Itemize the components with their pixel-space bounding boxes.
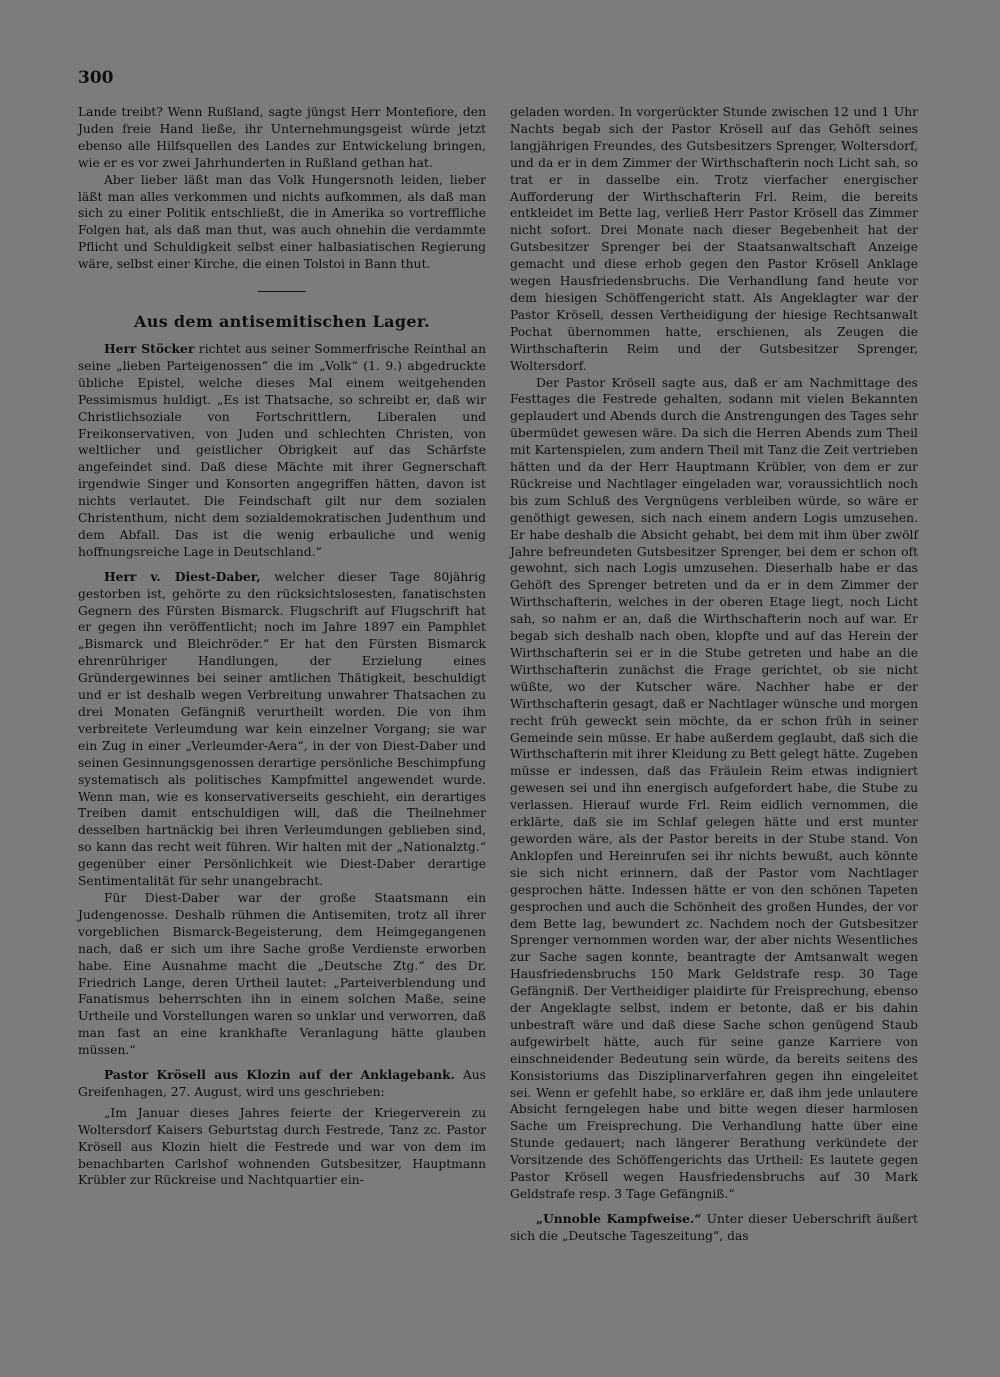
run-in-heading: Pastor Krösell aus Klozin auf der Anklagebank. bbox=[104, 1067, 455, 1083]
paragraph bbox=[78, 341, 486, 561]
paragraph-text: richtet aus seiner Sommerfrische Reinthal an seine „lieben Parteigenossen“ die im „Volk“ (1. 9.) abgedruckte übliche Epistel, welche dieses Mal einem weitgehenden Pessimismus huldigt. „Es ist Thatsache, so schreibt er, daß wir Christlichsoziale von Fortschrittlern, Liberalen und Freikonservativen, von Juden und schlechten Christen, von weltlicher und geistlicher Obrigkeit auf das Schärfste angefeindet sind. Daß diese Mächte mit ihrer Gegnerschaft irgendwie Singer und Konsorten angegriffen hätten, davon ist nichts verlautet. Die Feindschaft gilt nur dem sozialen Christenthum, nicht dem sozialdemokratischen Judenthum und dem Abfall. Das ist die wenig erbauliche und wenig hoffnungsreiche Lage in Deutschland.“ bbox=[78, 341, 486, 559]
left-column bbox=[78, 104, 486, 1189]
paragraph-text: Unter dieser Ueberschrift äußert sich die „Deutsche Tageszeitung“, das bbox=[510, 1211, 918, 1243]
paragraph bbox=[78, 1067, 486, 1101]
paragraph: Für Diest-Daber war der große Staatsmann ein Judengenosse. Deshalb rühmen die Antisemiten, trotz all ihrer vorgeblichen Bismarck-Begeisterung, dem Heimgegangenen nach, daß er sich um ihre Sache große Verdienste erworben habe. Eine Ausnahme macht die „Deutsche Ztg.“ des Dr. Friedrich Lange, deren Urtheil lautet: „Parteiverblendung und Fanatismus beherrschten ihn in einem solchen Maße, seine Urtheile und Vorstellungen waren so unklar und verworren, daß man fast an eine krankhafte Veranlagung hätte glauben müssen.“ bbox=[78, 890, 486, 1058]
paragraph: geladen worden. In vorgerückter Stunde zwischen 12 und 1 Uhr Nachts begab sich der Pastor Krösell auf das Gehöft seines langjährigen Freundes, des Gutsbesitzers Sprenger, Woltersdorf, und da er in dem Zimmer der Wirthschafterin noch Licht sah, so trat er in dasselbe ein. Trotz vierfacher energischer Aufforderung der Wirthschafterin Frl. Reim, die bereits entkleidet im Bette lag, verließ Herr Pastor Krösell das Zimmer nicht sofort. Drei Monate nach dieser Begebenheit hat der Gutsbesitzer Sprenger bei der Staatsanwaltschaft Anzeige gemacht und diese erhob gegen den Pastor Krösell Anklage wegen Hausfriedensbruchs. Die Verhandlung fand heute vor dem hiesigen Schöffengericht statt. Als Angeklagter war der Pastor Krösell, dessen Vertheidigung der hiesige Rechtsanwalt Pochat übernommen hatte, erschienen, als Zeugen die Wirthschafterin Reim und der Gutsbesitzer Sprenger, Woltersdorf. bbox=[510, 105, 918, 373]
section-heading: Aus dem antisemitischen Lager. bbox=[134, 312, 430, 332]
run-in-heading: Herr v. Diest-Daber, bbox=[104, 568, 261, 584]
paragraph-text: Aus Greifenhagen, 27. August, wird uns geschrieben: bbox=[78, 1068, 486, 1099]
paragraph bbox=[78, 569, 486, 890]
paragraph: Der Pastor Krösell sagte aus, daß er am Nachmittage des Festtages die Festrede gehalten, sodann mit vielen Bekannten geplaudert und Abends durch die Anstrengungen des Tages sehr übermüdet gewesen wäre. Da sich die Herren Abends zum Theil mit Kartenspielen, zum andern Theil mit Tanz die Zeit vertrieben hätten und da der Herr Hauptmann Krübler, von dem er zur Rückreise und Nachtlager eingeladen war, voraussichtlich noch bis zum Schluß des Vergnügens verbleiben würde, so wäre er genöthigt gewesen, sich nach einem andern Logis umzusehen. Er habe deshalb die Absicht gehabt, bei dem mit ihm über zwölf Jahre befreundeten Gutsbesitzer Sprenger, bei dem er schon oft gewohnt, sich nach Logis umzusehen. Dieserhalb habe er das Gehöft des Sprenger betreten und da er in dem Zimmer der Wirthschafterin, welches in der oberen Etage liegt, noch Licht sah, so nahm er an, daß die Wirthschafterin noch auf war. Er begab sich deshalb nach oben, klopfte und auf das Herein der Wirthschafterin sei er in die Stube getreten und habe an die Wirthschafterin zunächst die Frage gerichtet, ob sie nicht wüßte, wo der Kutscher wäre. Nachher habe er der Wirthschafterin gesagt, daß er Nachtlager wünsche und morgen recht früh geweckt sein möchte, da er schon früh in seiner Gemeinde sein müsse. Er habe außerdem geglaubt, daß sich die Wirthschafterin mit ihrer Kleidung zu Bett gelegt hätte. Zugeben müsse er indessen, daß das Fräulein Reim etwas indigniert gewesen sei und ihn energisch aufgefordert habe, die Stube zu verlassen. Hierauf wurde Frl. Reim eidlich vernommen, die erklärte, daß sie im Schlaf gelegen hätte und erst munter geworden wäre, als der Pastor bereits in der Stube stand. Von Anklopfen und Hereinrufen sei ihr nichts bewußt, auch könnte sie sich nicht erinnern, daß der Pastor vom Nachtlager gesprochen hätte. Indessen hätte er von den schönen Tapeten gesprochen und auch die Schönheit des großen Hundes, der vor dem Bette lag, bewundert zc. Nachdem noch der Gutsbesitzer Sprenger vernommen worden war, der aber nichts Wesentliches zur Sache sagen konnte, beantragte der Amtsanwalt wegen Hausfriedensbruchs 150 Mark Geldstrafe resp. 30 Tage Gefängniß. Der Vertheidiger plaidirte für Freisprechung, ebenso der Angeklagte selbst, indem er betonte, daß er bis dahin unbestraft wäre und daß diese Sache schon genügend Staub aufgewirbelt hätte, auch für seine ganze Karriere von einschneidender Bedeutung sein würde, da bereits seitens des Konsistoriums das Disziplinarverfahren gegen ihn eingeleitet sei. Wenn er gefehlt habe, so erkläre er, daß ihm jede unlautere Absicht ferngelegen habe und bitte wegen dieser harmlosen Sache um Freisprechung. Die Verhandlung hatte über eine Stunde gedauert; nach längerer Berathung verkündete der Vorsitzende des Schöffengerichts das Urtheil: Es lautete gegen Pastor Krösell wegen Hausfriedensbruchs auf 30 Mark Geldstrafe resp. 3 Tage Gefängniß.“ bbox=[510, 375, 918, 1201]
right-column bbox=[510, 104, 918, 1245]
paragraph bbox=[510, 1211, 918, 1245]
paragraph: „Im Januar dieses Jahres feierte der Kriegerverein zu Woltersdorf Kaisers Geburtstag durch Festrede, Tanz zc. Pastor Krösell aus Klozin hielt die Festrede und war von dem im benachbarten Carlshof wohnenden Gutsbesitzer, Hauptmann Krübler zur Rückreise und Nachtquartier ein- bbox=[78, 1105, 486, 1188]
paragraph-text: welcher dieser Tage 80jährig gestorben ist, gehörte zu den rücksichtslosesten, fanatischsten Gegnern des Fürsten Bismarck. Flugschrift auf Flugschrift hat er gegen ihn veröffentlicht; noch im Jahre 1897 ein Pamphlet „Bismarck und Bleichröder.“ Er hat den Fürsten Bismarck ehrenrühriger Handlungen, der Erzielung eines Gründergewinnes bei seiner amtlichen Thätigkeit, beschuldigt und er ist deshalb wegen Verbreitung unwahrer Thatsachen zu drei Monaten Gefängniß verurtheilt worden. Die von ihm verbreitete Verleumdung war kein einzelner Vorgang; sie war ein Zug in einer „Verleumder-Aera“, in der von Diest-Daber und seinen Gesinnungsgenossen derartige persönliche Beschimpfung systematisch als politisches Kampfmittel angewendet wurde. Wenn man, wie es konservativerseits geschieht, ein derartiges Treiben damit entschuldigen will, daß die Theilnehmer desselben hartnäckig bei ihren Verleumdungen geblieben sind, so kann das recht weit führen. Wir halten mit der „Nationalztg.“ gegenüber einer Persönlichkeit wie Diest-Daber derartige Sentimentalität für sehr unangebracht. bbox=[78, 569, 486, 889]
section-divider bbox=[258, 291, 306, 292]
paragraph: Lande treibt? Wenn Rußland, sagte jüngst Herr Montefiore, den Juden freie Hand ließe, ihr Unternehmungsgeist würde jetzt ebenso alle Hilfsquellen des Landes zur Entwickelung bringen, wie er es vor zwei Jahrhunderten in Rußland gethan hat. bbox=[78, 105, 486, 170]
run-in-heading: „Unnoble Kampfweise.“ bbox=[536, 1210, 702, 1226]
run-in-heading: Herr Stöcker bbox=[104, 340, 195, 356]
paragraph: Aber lieber läßt man das Volk Hungersnoth leiden, lieber läßt man alles verkommen und nichts aufkommen, als daß man sich zu einer Politik entschließt, die in Amerika so vortreffliche Folgen hat, als daß man thut, was auch ohnehin die verdammte Pflicht und Schuldigkeit selbst einer halbasiatischen Regierung wäre, selbst einer Kirche, die einen Tolstoi in Bann thut. bbox=[78, 172, 486, 272]
page-number: 300 bbox=[78, 68, 114, 88]
